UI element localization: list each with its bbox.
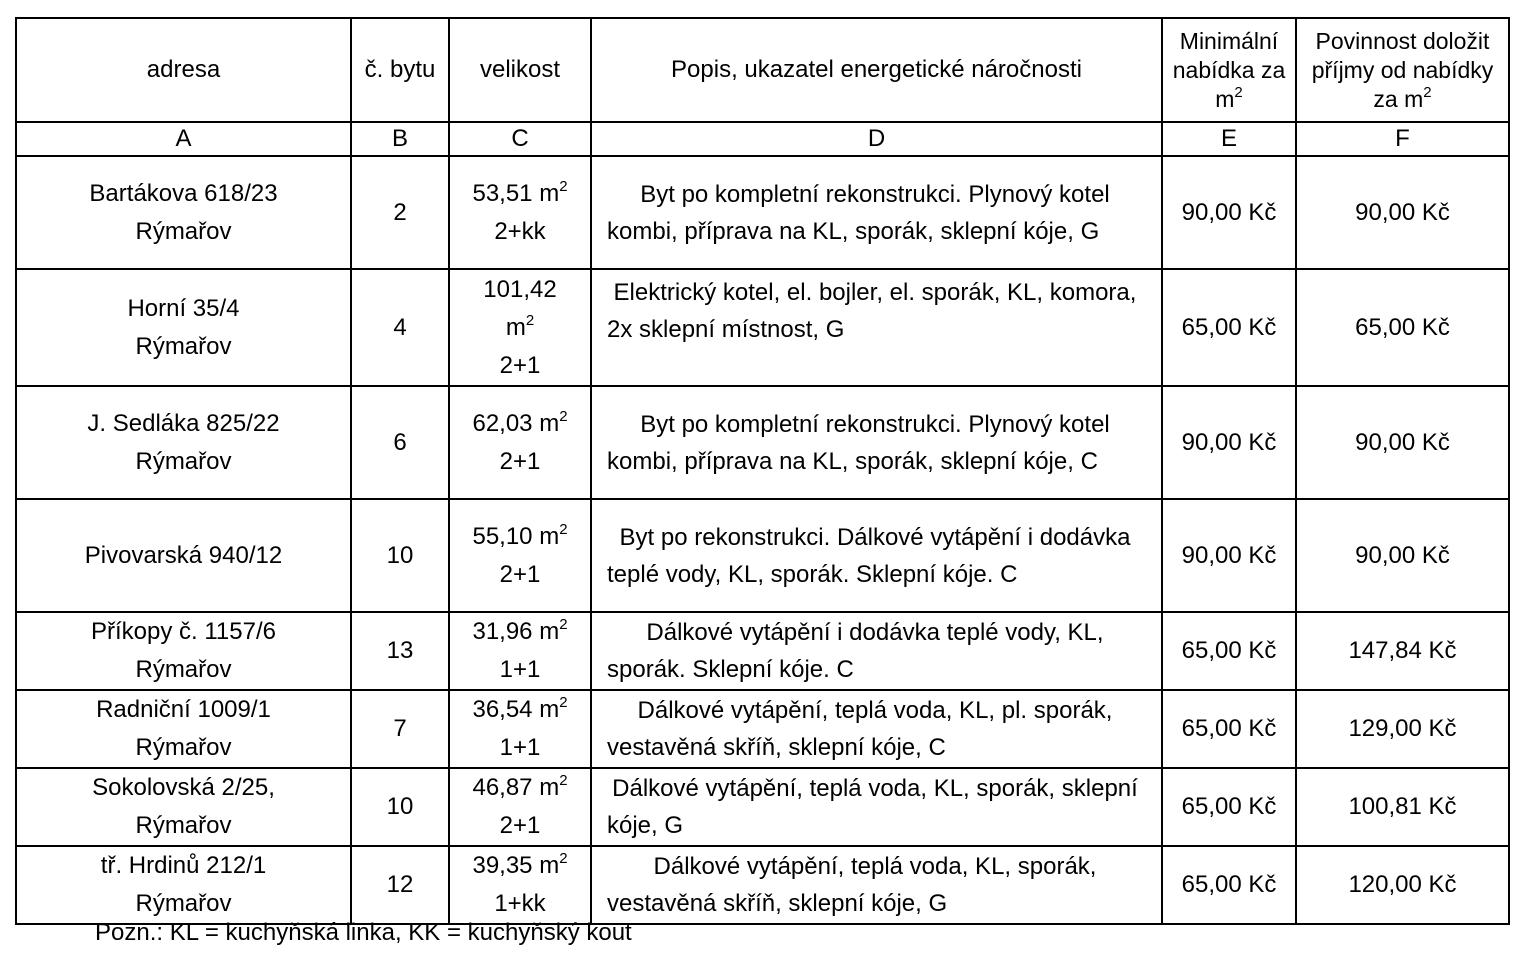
address-cell bbox=[16, 690, 351, 768]
size-cell bbox=[449, 499, 591, 612]
size-layout: 2+1 bbox=[499, 560, 541, 588]
flat-number: 4 bbox=[351, 269, 449, 386]
flat-number: 12 bbox=[351, 846, 449, 924]
header-min-nabidka-unit: m bbox=[1215, 85, 1235, 112]
address-street: Horní 35/4 bbox=[127, 294, 240, 322]
header-c-bytu: č. bytu bbox=[351, 18, 449, 122]
address-street: Příkopy č. 1157/6 bbox=[91, 618, 276, 645]
size-layout: 2+1 bbox=[499, 351, 541, 379]
address-street: Radniční 1009/1 bbox=[96, 696, 271, 723]
table-row bbox=[16, 768, 1509, 846]
address-cell bbox=[16, 612, 351, 690]
superscript: 2 bbox=[559, 520, 568, 538]
table-row bbox=[16, 499, 1509, 612]
min-offer-cell: 65,00 Kč bbox=[1162, 846, 1296, 924]
description-cell bbox=[591, 269, 1162, 386]
description-text: Byt po kompletní rekonstrukci. Plynový kotel kombi, příprava na KL, sporák, sklepní kóje, C bbox=[607, 410, 1110, 475]
size-layout: 2+kk bbox=[494, 217, 546, 245]
apartments-table bbox=[15, 17, 1510, 925]
table-row bbox=[16, 386, 1509, 499]
address-cell bbox=[16, 499, 351, 612]
income-cell: 90,00 Kč bbox=[1296, 386, 1509, 499]
address-city: Rýmařov bbox=[135, 656, 232, 683]
income-cell: 129,00 Kč bbox=[1296, 690, 1509, 768]
superscript: 2 bbox=[559, 694, 568, 711]
description-cell bbox=[591, 690, 1162, 768]
address-city: Rýmařov bbox=[135, 812, 232, 839]
column-letter: D bbox=[591, 122, 1162, 156]
flat-number: 7 bbox=[351, 690, 449, 768]
size-area: 39,35 m bbox=[472, 852, 560, 879]
address-city: Rýmařov bbox=[135, 217, 232, 245]
size-cell bbox=[449, 156, 591, 269]
size-layout: 1+1 bbox=[499, 656, 541, 683]
header-row bbox=[16, 18, 1509, 122]
column-letter: F bbox=[1296, 122, 1509, 156]
size-cell bbox=[449, 269, 591, 386]
header-povinnost-text: Povinnost doložit příjmy od nabídky za m bbox=[1311, 27, 1494, 112]
superscript: 2 bbox=[525, 311, 535, 329]
address-street: J. Sedláka 825/22 bbox=[87, 409, 280, 437]
description-text: Byt po kompletní rekonstrukci. Plynový kotel kombi, příprava na KL, sporák, sklepní kóje, G bbox=[607, 180, 1110, 245]
income-cell: 120,00 Kč bbox=[1296, 846, 1509, 924]
address-cell bbox=[16, 156, 351, 269]
description-text: Byt po rekonstrukci. Dálkové vytápění i dodávka teplé vody, KL, sporák. Sklepní kóje. C bbox=[607, 523, 1131, 588]
description-cell bbox=[591, 612, 1162, 690]
size-layout: 1+1 bbox=[499, 734, 541, 761]
income-cell: 90,00 Kč bbox=[1296, 499, 1509, 612]
address-street: Pivovarská 940/12 bbox=[84, 541, 283, 569]
address-street: Bartákova 618/23 bbox=[89, 179, 278, 207]
column-letter: C bbox=[449, 122, 591, 156]
min-offer-cell: 90,00 Kč bbox=[1162, 499, 1296, 612]
min-offer-cell: 65,00 Kč bbox=[1162, 768, 1296, 846]
table-row bbox=[16, 612, 1509, 690]
size-area: 46,87 m bbox=[472, 774, 560, 801]
income-cell: 147,84 Kč bbox=[1296, 612, 1509, 690]
description-text: Dálkové vytápění, teplá voda, KL, sporák, sklepní kóje, G bbox=[607, 775, 1138, 839]
superscript: 2 bbox=[559, 616, 568, 633]
address-street: tř. Hrdinů 212/1 bbox=[100, 852, 267, 879]
superscript: 2 bbox=[1234, 83, 1243, 101]
income-cell: 100,81 Kč bbox=[1296, 768, 1509, 846]
size-area: 55,10 m bbox=[472, 522, 560, 550]
address-cell bbox=[16, 386, 351, 499]
size-layout: 1+kk bbox=[494, 890, 546, 917]
footnote: Pozn.: KL = kuchyňská linka, KK = kuchyňský kout bbox=[95, 919, 632, 946]
superscript: 2 bbox=[559, 177, 568, 195]
table-row bbox=[16, 156, 1509, 269]
address-city: Rýmařov bbox=[135, 447, 232, 475]
header-min-nabidka-text: Minimální nabídka za bbox=[1172, 27, 1286, 83]
income-cell: 90,00 Kč bbox=[1296, 156, 1509, 269]
size-area: 53,51 m bbox=[472, 179, 560, 207]
min-offer-cell: 65,00 Kč bbox=[1162, 690, 1296, 768]
header-povinnost bbox=[1296, 18, 1509, 122]
description-cell bbox=[591, 846, 1162, 924]
description-text: Dálkové vytápění, teplá voda, KL, pl. sporák, vestavěná skříň, sklepní kóje, C bbox=[607, 697, 1113, 761]
size-cell bbox=[449, 690, 591, 768]
size-cell bbox=[449, 612, 591, 690]
column-letters-row bbox=[16, 122, 1509, 156]
column-letter: B bbox=[351, 122, 449, 156]
min-offer-cell: 90,00 Kč bbox=[1162, 156, 1296, 269]
size-cell bbox=[449, 768, 591, 846]
superscript: 2 bbox=[559, 772, 568, 789]
address-city: Rýmařov bbox=[135, 332, 232, 360]
address-cell bbox=[16, 269, 351, 386]
address-cell bbox=[16, 846, 351, 924]
min-offer-cell: 65,00 Kč bbox=[1162, 612, 1296, 690]
column-letter: A bbox=[16, 122, 351, 156]
address-city: Rýmařov bbox=[135, 890, 232, 917]
description-cell bbox=[591, 156, 1162, 269]
min-offer-cell: 65,00 Kč bbox=[1162, 269, 1296, 386]
description-text: Dálkové vytápění, teplá voda, KL, sporák, vestavěná skříň, sklepní kóje, G bbox=[607, 853, 1097, 917]
table-row bbox=[16, 690, 1509, 768]
header-popis: Popis, ukazatel energetické náročnosti bbox=[591, 18, 1162, 122]
income-cell: 65,00 Kč bbox=[1296, 269, 1509, 386]
description-cell bbox=[591, 768, 1162, 846]
description-text: Dálkové vytápění i dodávka teplé vody, KL, sporák. Sklepní kóje. C bbox=[607, 619, 1104, 683]
size-layout: 2+1 bbox=[499, 812, 541, 839]
size-unit: m bbox=[505, 313, 526, 341]
size-cell bbox=[449, 846, 591, 924]
size-layout: 2+1 bbox=[499, 447, 541, 475]
flat-number: 13 bbox=[351, 612, 449, 690]
description-cell bbox=[591, 499, 1162, 612]
size-area: 36,54 m bbox=[472, 696, 560, 723]
superscript: 2 bbox=[1423, 83, 1432, 101]
size-area: 62,03 m bbox=[472, 409, 560, 437]
flat-number: 6 bbox=[351, 386, 449, 499]
superscript: 2 bbox=[559, 850, 568, 867]
min-offer-cell: 90,00 Kč bbox=[1162, 386, 1296, 499]
superscript: 2 bbox=[559, 407, 568, 425]
column-letter: E bbox=[1162, 122, 1296, 156]
flat-number: 10 bbox=[351, 499, 449, 612]
size-area: 31,96 m bbox=[472, 618, 560, 645]
description-cell bbox=[591, 386, 1162, 499]
size-area: 101,42 bbox=[483, 275, 557, 303]
header-velikost: velikost bbox=[449, 18, 591, 122]
address-cell bbox=[16, 768, 351, 846]
table-row bbox=[16, 269, 1509, 386]
size-cell bbox=[449, 386, 591, 499]
flat-number: 10 bbox=[351, 768, 449, 846]
table-row bbox=[16, 846, 1509, 924]
address-city: Rýmařov bbox=[135, 734, 232, 761]
description-text: Elektrický kotel, el. bojler, el. sporák, KL, komora, 2x sklepní místnost, G bbox=[607, 279, 1137, 343]
flat-number: 2 bbox=[351, 156, 449, 269]
address-street: Sokolovská 2/25, bbox=[92, 774, 275, 801]
header-min-nabidka bbox=[1162, 18, 1296, 122]
header-adresa: adresa bbox=[16, 18, 351, 122]
